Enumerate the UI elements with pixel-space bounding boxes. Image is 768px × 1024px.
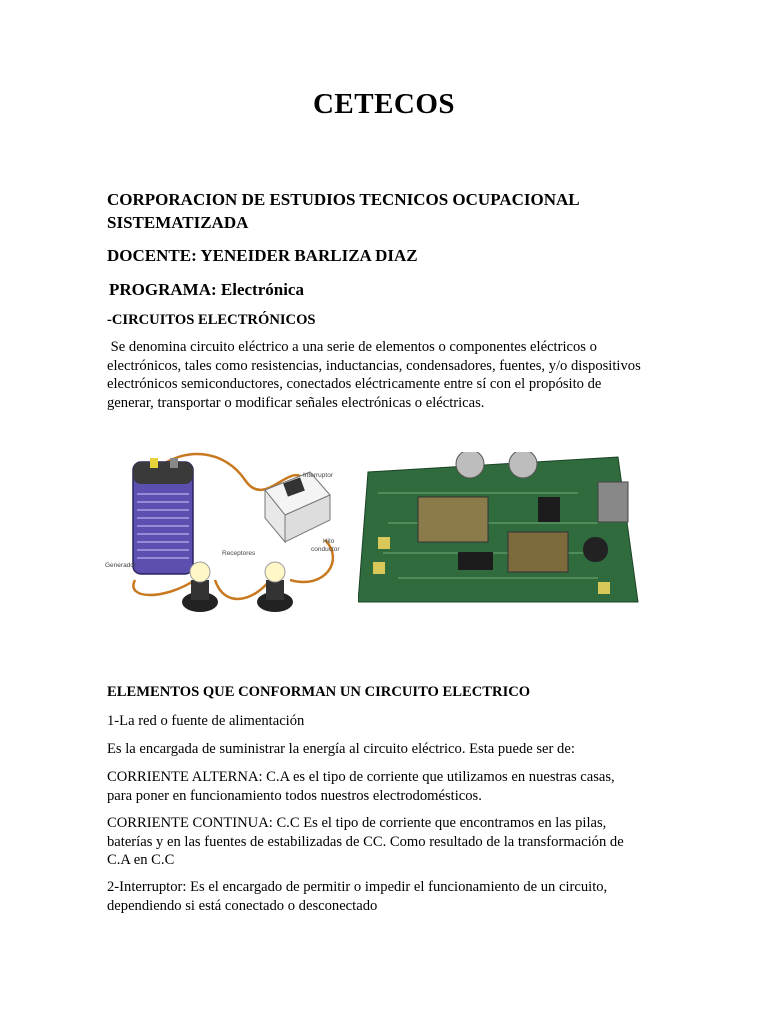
paragraph-line: electrónicos, tales como resistencias, inductancias, condensadores, fuentes, y/o dispositivos xyxy=(107,357,641,374)
ca-paragraph xyxy=(107,768,667,805)
label-generador: Generador xyxy=(105,562,137,569)
paragraph-line: Se denomina circuito eléctrico a una serie de elementos o componentes eléctricos o xyxy=(107,339,597,355)
org-name-line1: CORPORACION DE ESTUDIOS TECNICOS OCUPACIONAL xyxy=(107,190,580,209)
program-heading: PROGRAMA: Electrónica xyxy=(109,280,304,299)
label-conductor: conductor xyxy=(311,546,340,553)
battery-icon xyxy=(133,458,193,574)
label-interruptor: Interruptor xyxy=(303,472,333,479)
connector-icon xyxy=(598,482,628,522)
paragraph-line: electrónicos semiconductores, conectados eléctricamente entre sí con el propósito de xyxy=(107,376,602,392)
sensor-icon xyxy=(456,452,484,478)
chip-module xyxy=(508,532,568,572)
label-hilo: Hilo xyxy=(323,538,335,545)
simple-circuit-figure xyxy=(105,450,345,620)
sensor-icon xyxy=(509,452,537,478)
paragraph-line: para poner en funcionamiento todos nuestros electrodomésticos. xyxy=(107,787,482,804)
paragraph-line: baterías y en las fuentes de estabilizadas de CC. Como resultado de la transformación de xyxy=(107,833,624,850)
section-elements-title: ELEMENTOS QUE CONFORMAN UN CIRCUITO ELECTRICO xyxy=(107,684,531,700)
label-receptores: Receptores xyxy=(222,550,256,557)
cc-paragraph xyxy=(107,814,667,870)
org-name-line2: SISTEMATIZADA xyxy=(107,213,249,232)
switch-icon xyxy=(265,472,330,542)
item1-heading: 1-La red o fuente de alimentación xyxy=(107,713,305,729)
section-circuits-title: -CIRCUITOS ELECTRÓNICOS xyxy=(107,312,316,328)
paragraph-line: CORRIENTE CONTINUA: C.C Es el tipo de corriente que encontramos en las pilas, xyxy=(107,815,607,831)
paragraph-line: C.A en C.C xyxy=(107,852,175,868)
paragraph-line: generar, transportar o modificar señales electrónicas o eléctricas. xyxy=(107,394,485,411)
buzzer-icon xyxy=(583,537,608,562)
ic-chip xyxy=(538,497,560,522)
item1-description: Es la encargada de suministrar la energía al circuito eléctrico. Esta puede ser de: xyxy=(107,741,575,757)
page-title: CETECOS xyxy=(312,88,456,120)
paragraph-line: 2-Interruptor: Es el encargado de permitir o impedir el funcionamiento de un circuito, xyxy=(107,879,608,895)
item2-paragraph xyxy=(107,878,667,915)
pcb-board-figure xyxy=(358,452,640,610)
circuits-paragraph xyxy=(107,338,667,412)
ic-chip xyxy=(458,552,493,570)
teacher-heading: DOCENTE: YENEIDER BARLIZA DIAZ xyxy=(107,246,418,265)
wire xyxy=(133,580,195,595)
chip-module xyxy=(418,497,488,542)
paragraph-line: CORRIENTE ALTERNA: C.A es el tipo de corriente que utilizamos en nuestras casas, xyxy=(107,769,615,785)
paragraph-line: dependiendo si está conectado o desconectado xyxy=(107,897,378,914)
